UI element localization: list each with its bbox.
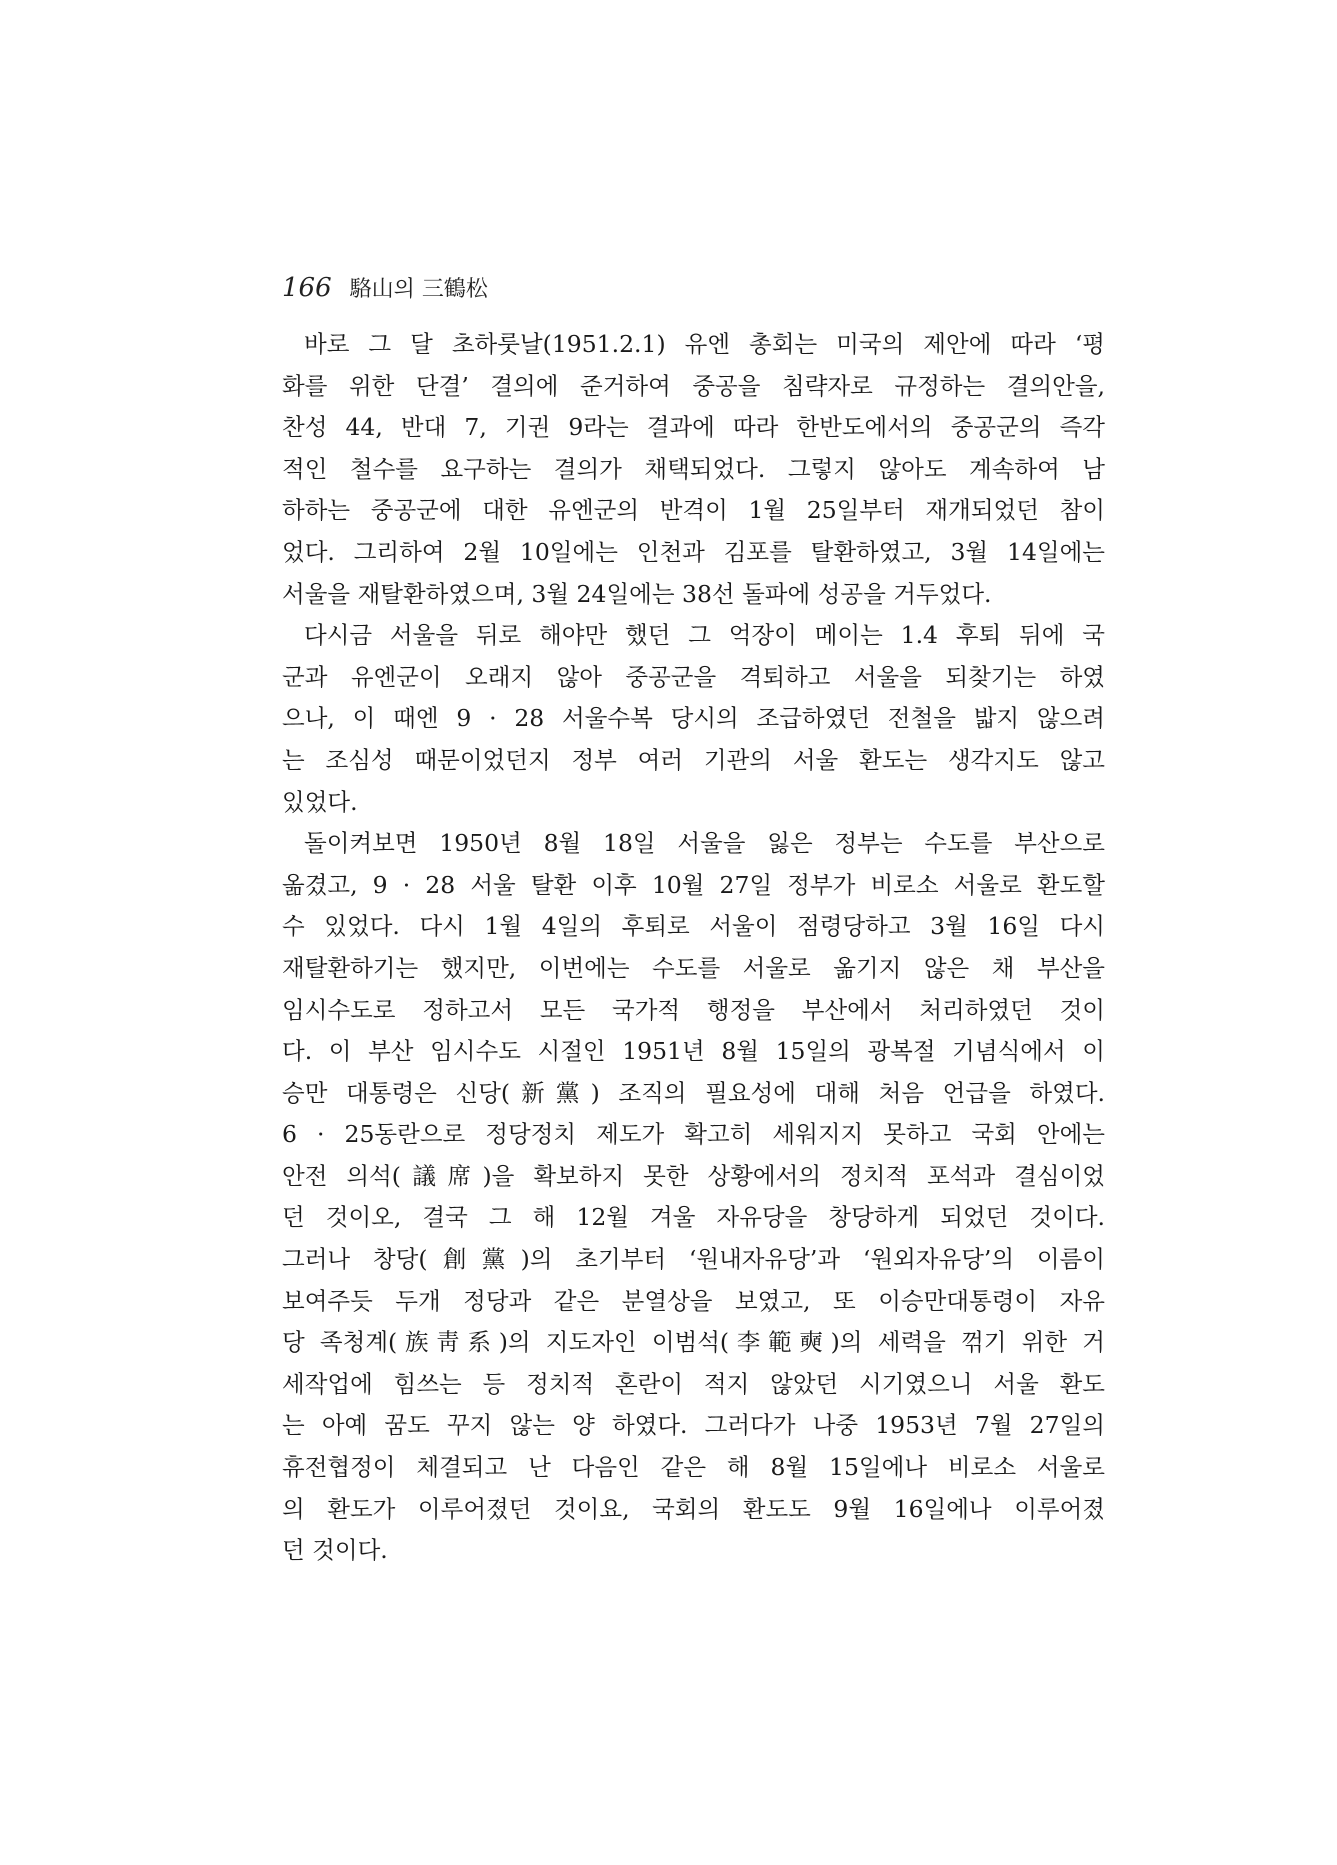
text-line: 있었다. [282, 787, 358, 816]
text-line: 다시금 서울을 뒤로 해야만 했던 그 억장이 메이는 1.4 후퇴 뒤에 국 [304, 621, 1105, 650]
running-head [282, 272, 488, 312]
text-line: 서울을 재탈환하였으며, 3월 24일에는 38선 돌파에 성공을 거두었다. [282, 579, 992, 608]
text-line: 그러나 창당(創黨)의 초기부터 ‘원내자유당’과 ‘원외자유당’의 이름이 [282, 1245, 1105, 1274]
book-title: 駱山의 三鶴松 [349, 277, 488, 302]
page-number: 166 [282, 273, 332, 303]
text-line: 적인 철수를 요구하는 결의가 채택되었다. 그렇지 않아도 계속하여 남 [282, 454, 1105, 483]
text-line: 승만 대통령은 신당(新黨) 조직의 필요성에 대해 처음 언급을 하였다. [282, 1078, 1105, 1107]
text-line: 6 · 25동란으로 정당정치 제도가 확고히 세워지지 못하고 국회 안에는 [282, 1120, 1105, 1149]
text-line: 군과 유엔군이 오래지 않아 중공군을 격퇴하고 서울을 되찾기는 하였 [282, 662, 1105, 691]
text-line: 휴전협정이 체결되고 난 다음인 같은 해 8월 15일에나 비로소 서울로 [282, 1453, 1105, 1482]
text-line: 재탈환하기는 했지만, 이번에는 수도를 서울로 옮기지 않은 채 부산을 [282, 953, 1105, 982]
text-line: 찬성 44, 반대 7, 기권 9라는 결과에 따라 한반도에서의 중공군의 즉각 [282, 413, 1105, 442]
text-line: 던 것이오, 결국 그 해 12월 겨울 자유당을 창당하게 되었던 것이다. [282, 1203, 1105, 1232]
text-line: 으나, 이 때엔 9 · 28 서울수복 당시의 조급하였던 전철을 밟지 않으려 [282, 704, 1105, 733]
text-line: 던 것이다. [282, 1536, 388, 1565]
text-line: 었다. 그리하여 2월 10일에는 인천과 김포를 탈환하였고, 3월 14일에는 [282, 537, 1105, 566]
text-line: 의 환도가 이루어졌던 것이요, 국회의 환도도 9월 16일에나 이루어졌 [282, 1494, 1105, 1523]
text-line: 보여주듯 두개 정당과 같은 분열상을 보였고, 또 이승만대통령이 자유 [282, 1286, 1105, 1315]
text-line: 세작업에 힘쓰는 등 정치적 혼란이 적지 않았던 시기였으니 서울 환도 [282, 1369, 1105, 1398]
text-line: 당 족청계(族靑系)의 지도자인 이범석(李範奭)의 세력을 꺾기 위한 거 [282, 1328, 1105, 1357]
text-line: 다. 이 부산 임시수도 시절인 1951년 8월 15일의 광복절 기념식에서 이 [282, 1037, 1105, 1066]
text-line: 안전 의석(議席)을 확보하지 못한 상황에서의 정치적 포석과 결심이었 [282, 1161, 1105, 1190]
text-line: 옮겼고, 9 · 28 서울 탈환 이후 10월 27일 정부가 비로소 서울로 환도할 [282, 870, 1105, 899]
text-line: 임시수도로 정하고서 모든 국가적 행정을 부산에서 처리하였던 것이 [282, 995, 1105, 1024]
text-line: 돌이켜보면 1950년 8월 18일 서울을 잃은 정부는 수도를 부산으로 [304, 829, 1105, 858]
text-line: 수 있었다. 다시 1월 4일의 후퇴로 서울이 점령당하고 3월 16일 다시 [282, 912, 1105, 941]
text-line: 는 아예 꿈도 꾸지 않는 양 하였다. 그러다가 나중 1953년 7월 27일의 [282, 1411, 1105, 1440]
text-line: 화를 위한 단결’ 결의에 준거하여 중공을 침략자로 규정하는 결의안을, [282, 371, 1105, 400]
text-line: 는 조심성 때문이었던지 정부 여러 기관의 서울 환도는 생각지도 않고 [282, 745, 1105, 774]
body-text [282, 324, 1105, 1572]
text-line: 바로 그 달 초하룻날(1951.2.1) 유엔 총회는 미국의 제안에 따라 ‘평 [304, 330, 1105, 358]
text-line: 하하는 중공군에 대한 유엔군의 반격이 1월 25일부터 재개되었던 참이 [282, 496, 1105, 525]
